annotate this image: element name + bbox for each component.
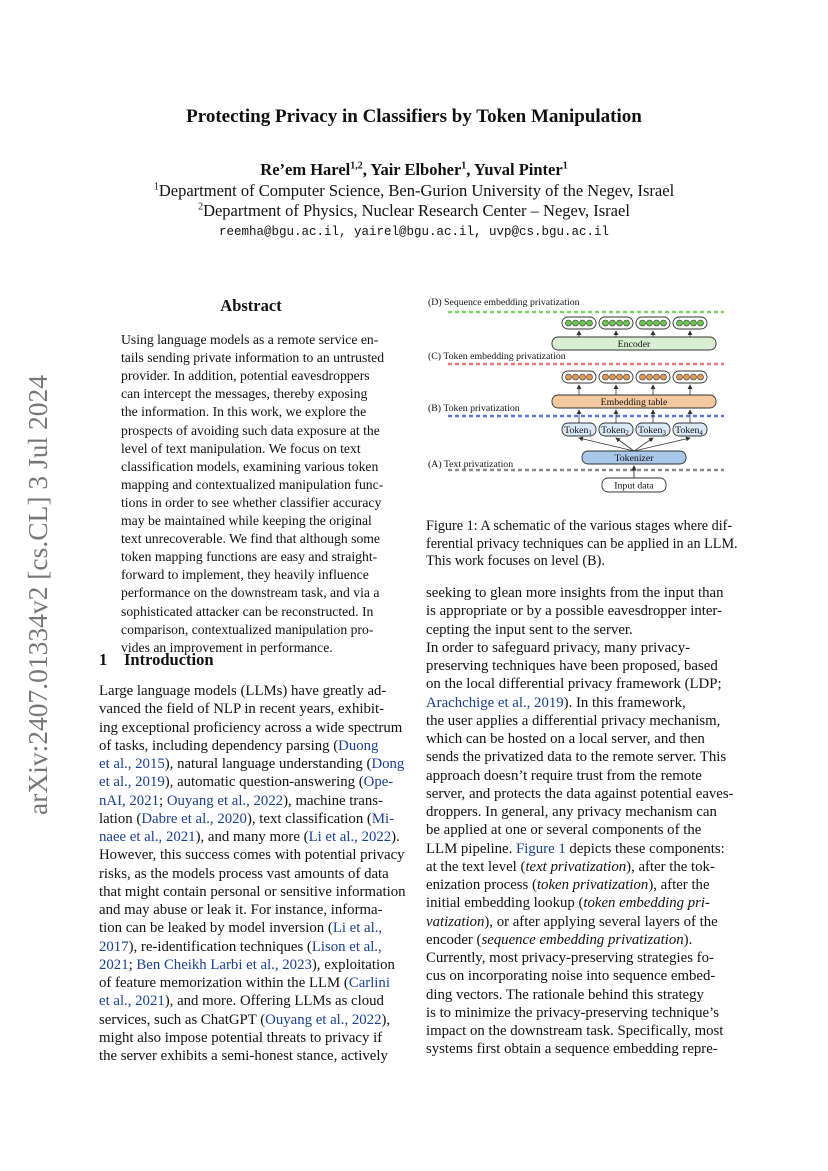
text-line bbox=[426, 859, 732, 876]
token-label: Token$_2$ bbox=[601, 425, 629, 437]
token-subscript: 4 bbox=[699, 429, 703, 437]
vector-dot bbox=[661, 374, 667, 380]
vector-dot bbox=[654, 320, 660, 326]
abstract-line: Using language models as a remote service en- bbox=[121, 332, 379, 347]
text-run: ), and many more ( bbox=[195, 829, 309, 845]
abstract-line: forward to implement, they heavily influence bbox=[121, 567, 369, 583]
text-line bbox=[426, 804, 732, 821]
vector-dot bbox=[684, 374, 690, 380]
text-run: lation ( bbox=[99, 810, 142, 827]
text-run: at the text level ( bbox=[426, 858, 526, 875]
citation-link[interactable]: 2017 bbox=[99, 938, 129, 955]
abstract-line: mapping and contextualized manipulation func- bbox=[121, 476, 384, 492]
text-run: sends the privatized data to the remote server. This bbox=[426, 749, 727, 766]
text-run: ), machine trans- bbox=[283, 792, 383, 809]
text-line bbox=[426, 968, 732, 985]
vector-dot bbox=[624, 320, 630, 326]
text-line bbox=[426, 713, 732, 730]
text-line bbox=[99, 756, 405, 773]
text-line bbox=[99, 975, 405, 992]
text-line bbox=[99, 1030, 405, 1047]
paper-title: Protecting Privacy in Classifiers by Token Manipulation bbox=[186, 106, 642, 127]
vector-dot bbox=[610, 320, 616, 326]
citation-link[interactable]: et al., 2019 bbox=[99, 774, 165, 791]
citation-link[interactable]: et al., 2021 bbox=[99, 993, 165, 1010]
affiliation-1-mark: 1 bbox=[153, 181, 159, 193]
caption-line: This work focuses on level (B). bbox=[426, 553, 605, 569]
abstract-line: sophisticated attacker can be reconstructed. In bbox=[121, 603, 374, 619]
author-1: Re’em Harel bbox=[260, 160, 351, 179]
text-line bbox=[99, 683, 405, 700]
text-line bbox=[426, 585, 732, 602]
label-sequence-embedding-privatization: (D) Sequence embedding privatization bbox=[428, 297, 580, 308]
text-run: cepting the input sent to the server. bbox=[426, 621, 633, 638]
text-run: on the local differential privacy framework (LDP; bbox=[426, 676, 722, 693]
vector-dot bbox=[684, 320, 690, 326]
token-boxes bbox=[562, 423, 707, 437]
abstract-line: tions in order to see whether classifier accuracy bbox=[121, 494, 382, 510]
text-run: cus on incorporating noise into sequence embed- bbox=[426, 968, 716, 985]
text-line bbox=[99, 902, 405, 919]
text-line bbox=[426, 622, 732, 639]
author-2-affil: 1 bbox=[461, 160, 467, 172]
text-run: ), text classification ( bbox=[246, 810, 372, 827]
text-run: enization process ( bbox=[426, 877, 537, 893]
text-run: seeking to glean more insights from the input than bbox=[426, 585, 724, 601]
citation-link[interactable]: Ope- bbox=[363, 774, 394, 791]
text-line bbox=[426, 640, 732, 657]
citation-link[interactable]: Carlini bbox=[348, 975, 390, 991]
text-line bbox=[99, 774, 405, 791]
text-run: droppers. In general, any privacy mechanism can bbox=[426, 804, 717, 820]
vector-dot bbox=[573, 374, 579, 380]
text-line bbox=[426, 987, 732, 1004]
text-run: services, such as ChatGPT ( bbox=[99, 1011, 266, 1028]
arxiv-identifier: arXiv:2407.01334v2 [cs.CL] 3 Jul 2024 bbox=[22, 375, 53, 815]
italic-term: text privatization bbox=[525, 858, 627, 875]
text-line bbox=[99, 1048, 405, 1065]
vector-dot bbox=[566, 320, 572, 326]
text-run: ), and more. Offering LLMs as cloud bbox=[164, 993, 384, 1010]
affiliation-1-text: Department of Computer Science, Ben-Gurion University of the Negev, Israel bbox=[158, 181, 675, 200]
vector-dot bbox=[617, 320, 623, 326]
text-run: ), re-identification techniques ( bbox=[128, 938, 312, 955]
text-run: In order to safeguard privacy, many privacy- bbox=[426, 639, 691, 656]
text-run: ). bbox=[683, 931, 693, 948]
text-run: and may abuse or leak it. For instance, informa- bbox=[99, 902, 383, 918]
citation-link[interactable]: Ouyang et al., 2022 bbox=[265, 1011, 382, 1028]
text-line bbox=[99, 884, 405, 901]
text-run: impact on the downstream task. Specifically, most bbox=[426, 1023, 724, 1039]
vector-dot bbox=[617, 374, 623, 380]
text-line bbox=[99, 701, 405, 718]
text-line bbox=[99, 993, 405, 1010]
vector-dot bbox=[587, 374, 593, 380]
text-run: ding vectors. The rationale behind this strategy bbox=[426, 986, 704, 1003]
text-run: initial embedding lookup ( bbox=[426, 895, 584, 912]
abstract-line: level of text manipulation. We focus on text bbox=[121, 440, 361, 456]
vector-dot bbox=[587, 320, 593, 326]
text-line bbox=[426, 786, 732, 803]
tokenizer-label: Tokenizer bbox=[614, 453, 654, 464]
citation-link[interactable]: Dong bbox=[371, 756, 405, 772]
text-line bbox=[99, 1012, 405, 1029]
vector-dot bbox=[647, 320, 653, 326]
text-run: Large language models (LLMs) have greatly ad- bbox=[99, 683, 387, 699]
vector-dot bbox=[640, 374, 646, 380]
text-line bbox=[99, 847, 405, 864]
vector-dot bbox=[654, 374, 660, 380]
text-line bbox=[99, 738, 405, 755]
vector-dot bbox=[677, 320, 683, 326]
text-line bbox=[426, 603, 732, 620]
text-run: encoder ( bbox=[426, 931, 482, 948]
text-line bbox=[99, 829, 405, 846]
text-run: of feature memorization within the LLM ( bbox=[99, 975, 349, 991]
vector-dot bbox=[624, 374, 630, 380]
citation-link[interactable]: Duong bbox=[338, 737, 379, 754]
abstract-line: performance on the downstream task, and via a bbox=[121, 585, 380, 601]
italic-term: vatization bbox=[426, 913, 485, 930]
embedding-table-label: Embedding table bbox=[600, 397, 668, 408]
text-run: be applied at one or several components of the bbox=[426, 822, 702, 839]
flow-arrow bbox=[579, 438, 634, 451]
vector-dot bbox=[566, 374, 572, 380]
token-label: Token$_1$ bbox=[564, 425, 592, 437]
text-line bbox=[426, 950, 732, 967]
vector-dot bbox=[640, 320, 646, 326]
abstract-heading: Abstract bbox=[220, 296, 282, 315]
abstract-line: the information. In this work, we explore the bbox=[121, 404, 367, 420]
text-run: ), natural language understanding ( bbox=[164, 756, 372, 772]
text-run: ), automatic question-answering ( bbox=[164, 774, 364, 791]
abstract-line: token mapping functions are easy and straight- bbox=[121, 549, 378, 565]
author-3-affil: 1 bbox=[562, 160, 568, 172]
text-line bbox=[426, 932, 732, 949]
text-run: server, and protects the data against potential eaves- bbox=[426, 785, 734, 802]
abstract-line: text unrecoverable. We find that although some bbox=[121, 531, 381, 547]
text-run: ), or after applying several layers of the bbox=[484, 913, 718, 930]
text-line bbox=[426, 1041, 732, 1058]
citation-link[interactable]: Mi- bbox=[371, 810, 395, 827]
text-run: which can be hosted on a local server, and then bbox=[426, 731, 705, 747]
text-line bbox=[99, 866, 405, 883]
citation-link[interactable]: Li et al., bbox=[332, 920, 383, 937]
text-run: the server exhibits a semi-honest stance, actively bbox=[99, 1048, 388, 1064]
affiliation-2-mark: 2 bbox=[198, 201, 204, 213]
vector-dot bbox=[698, 320, 704, 326]
input-data-label: Input data bbox=[614, 480, 654, 492]
text-line bbox=[426, 676, 732, 693]
caption-line: Figure 1: A schematic of the various stages where dif- bbox=[426, 518, 733, 534]
label-text-privatization: (A) Text privatization bbox=[428, 459, 514, 470]
vector-dot bbox=[580, 374, 586, 380]
text-line bbox=[426, 822, 732, 839]
vector-dot bbox=[698, 374, 704, 380]
flow-arrow bbox=[634, 438, 690, 451]
abstract-line: vides an improvement in performance. bbox=[121, 639, 333, 655]
abstract-line: comparison, contextualized manipulation pro- bbox=[121, 621, 374, 637]
abstract-line: can intercept the messages, thereby exposing bbox=[121, 386, 368, 402]
italic-term: token privatization bbox=[536, 877, 649, 893]
text-run: ), after the bbox=[648, 877, 710, 893]
abstract-line: classification models, examining various token bbox=[121, 458, 379, 474]
text-run: vanced the field of NLP in recent years, exhibit- bbox=[99, 701, 385, 718]
citation-link[interactable]: Dabre et al., 2020 bbox=[141, 810, 247, 827]
text-run: LLM pipeline. bbox=[426, 840, 516, 857]
text-run: risks, as the models process vast amounts of data bbox=[99, 865, 389, 882]
text-run: ). In this framework, bbox=[563, 694, 686, 711]
token-embedding-vectors bbox=[562, 371, 707, 383]
citation-link[interactable]: nAI, 2021 bbox=[99, 792, 160, 809]
text-run: tion can be leaked by model inversion ( bbox=[99, 920, 333, 937]
text-line bbox=[426, 841, 732, 858]
vector-dot bbox=[691, 374, 697, 380]
citation-link[interactable]: Ouyang et al., 2022 bbox=[166, 792, 284, 809]
abstract-line: prospects of avoiding such data exposure at the bbox=[121, 422, 380, 438]
citation-link[interactable]: Arachchige et al., 2019 bbox=[426, 694, 564, 711]
section-number: 1 bbox=[99, 650, 108, 669]
text-line bbox=[426, 877, 732, 894]
text-line bbox=[426, 768, 732, 785]
text-line bbox=[426, 1023, 732, 1040]
abstract-line: tails sending private information to an untrusted bbox=[121, 350, 385, 366]
token-label: Token$_3$ bbox=[638, 425, 666, 437]
encoder-label: Encoder bbox=[617, 339, 651, 350]
text-line bbox=[426, 695, 732, 712]
caption-line: ferential privacy techniques can be applied in an LLM. bbox=[426, 535, 738, 552]
affiliation-2-text: Department of Physics, Nuclear Research Center – Negev, Israel bbox=[203, 201, 630, 220]
section-heading-introduction bbox=[99, 650, 214, 670]
citation-link[interactable]: Figure 1 bbox=[516, 840, 566, 857]
text-line bbox=[99, 793, 405, 810]
text-run: However, this success comes with potential privacy bbox=[99, 847, 405, 864]
text-run: is appropriate or by a possible eavesdropper inter- bbox=[426, 603, 722, 620]
text-line bbox=[426, 914, 732, 931]
text-line bbox=[426, 731, 732, 748]
text-run: depicts these components: bbox=[565, 840, 725, 857]
text-line bbox=[99, 720, 405, 737]
text-run: Currently, most privacy-preserving strategies fo- bbox=[426, 950, 714, 966]
figure-1-diagram bbox=[424, 292, 730, 498]
citation-link[interactable]: Li et al., 2022 bbox=[308, 829, 392, 845]
token-subscript: 3 bbox=[662, 429, 666, 437]
text-run: might also impose potential threats to privacy if bbox=[99, 1029, 383, 1046]
text-run: ). bbox=[391, 829, 400, 845]
text-run: ), bbox=[381, 1011, 391, 1028]
text-line bbox=[99, 811, 405, 828]
text-line bbox=[426, 658, 732, 675]
text-run: approach doesn’t require trust from the remote bbox=[426, 767, 702, 784]
text-run: ing exceptional proficiency across a wide spectrum bbox=[99, 719, 403, 736]
text-line bbox=[426, 895, 732, 912]
citation-link[interactable]: et al., 2015 bbox=[99, 756, 165, 772]
text-line bbox=[426, 1005, 732, 1022]
label-token-embedding-privatization: (C) Token embedding privatization bbox=[428, 351, 566, 362]
affiliation-2 bbox=[0, 201, 828, 221]
author-list bbox=[0, 160, 828, 180]
author-2: , Yair Elboher bbox=[362, 160, 462, 179]
italic-term: token embedding pri- bbox=[583, 895, 710, 912]
text-run: is to minimize the privacy-preserving technique’s bbox=[426, 1004, 719, 1021]
citation-link[interactable]: Ben Cheikh Larbi et al., 2023 bbox=[136, 956, 312, 973]
text-run: of tasks, including dependency parsing ( bbox=[99, 737, 339, 754]
text-run: ), exploitation bbox=[311, 956, 395, 973]
abstract-line: provider. In addition, potential eavesdroppers bbox=[121, 368, 370, 384]
sequence-embedding-vectors bbox=[562, 317, 707, 329]
text-run: ; bbox=[159, 792, 167, 809]
author-3: , Yuval Pinter bbox=[466, 160, 563, 179]
text-run: that might contain personal or sensitive information bbox=[99, 883, 406, 900]
vector-dot bbox=[603, 374, 609, 380]
text-run: preserving techniques have been proposed, based bbox=[426, 658, 718, 674]
token-subscript: 2 bbox=[625, 429, 629, 437]
text-run: ), after the tok- bbox=[626, 858, 715, 875]
citation-link[interactable]: 2021 bbox=[99, 956, 129, 973]
text-line bbox=[99, 957, 405, 974]
vector-dot bbox=[603, 320, 609, 326]
citation-link[interactable]: naee et al., 2021 bbox=[99, 829, 196, 845]
text-line bbox=[99, 939, 405, 956]
abstract-line: may be maintained while keeping the original bbox=[121, 513, 372, 528]
vector-dot bbox=[610, 374, 616, 380]
vector-dot bbox=[661, 320, 667, 326]
citation-link[interactable]: Lison et al., bbox=[311, 938, 382, 955]
token-label: Token$_4$ bbox=[675, 425, 703, 437]
text-line bbox=[99, 920, 405, 937]
author-1-affil: 1,2 bbox=[350, 160, 363, 172]
text-run: systems first obtain a sequence embedding repre- bbox=[426, 1041, 718, 1058]
vector-dot bbox=[691, 320, 697, 326]
affiliation-1 bbox=[0, 181, 828, 201]
italic-term: sequence embedding privatization bbox=[481, 931, 684, 948]
text-run: ; bbox=[128, 956, 137, 973]
vector-dot bbox=[580, 320, 586, 326]
token-subscript: 1 bbox=[588, 429, 592, 437]
text-run: the user applies a differential privacy mechanism, bbox=[426, 712, 721, 729]
vector-dot bbox=[573, 320, 579, 326]
vector-dot bbox=[677, 374, 683, 380]
label-token-privatization: (B) Token privatization bbox=[428, 403, 520, 414]
section-title: Introduction bbox=[124, 650, 214, 669]
text-line bbox=[426, 749, 732, 766]
author-emails: reemha@bgu.ac.il, yairel@bgu.ac.il, uvp@cs.bgu.ac.il bbox=[218, 225, 610, 239]
vector-dot bbox=[647, 374, 653, 380]
